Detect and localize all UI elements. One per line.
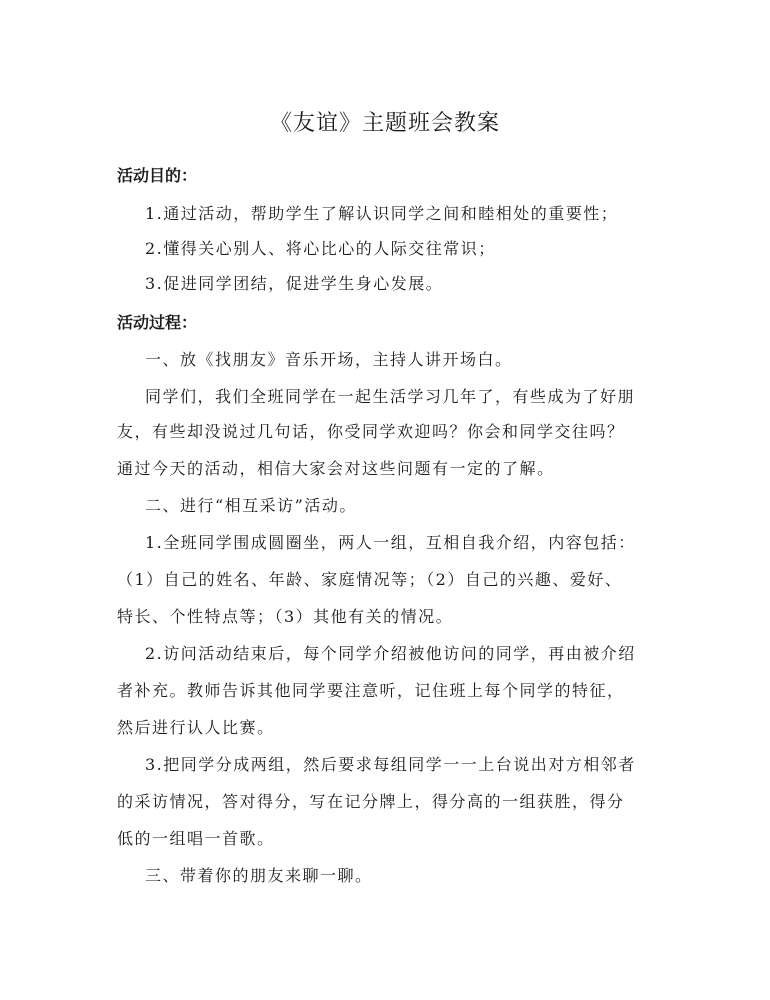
process-line-9: 2.访问活动结束后，每个同学介绍被他访问的同学，再由被介绍 [145, 644, 636, 663]
purpose-item-1: 1.通过活动，帮助学生了解认识同学之间和睦相处的重要性； [145, 204, 619, 223]
process-line-3: 友，有些却没说过几句话，你受同学欢迎吗？你会和同学交往吗？ [117, 422, 625, 441]
process-line-1: 一、放《找朋友》音乐开场，主持人讲开场白。 [145, 350, 513, 369]
process-line-2: 同学们，我们全班同学在一起生活学习几年了，有些成为了好朋 [145, 387, 636, 406]
process-line-7: （1）自己的姓名、年龄、家庭情况等；（2）自己的兴趣、爱好、 [117, 570, 623, 589]
process-line-5: 二、进行“相互采访”活动。 [145, 496, 357, 515]
purpose-item-2: 2.懂得关心别人、将心比心的人际交往常识； [145, 239, 496, 258]
document-title: 《友谊》主题班会教案 [269, 111, 500, 136]
process-line-10: 者补充。教师告诉其他同学要注意听，记住班上每个同学的特征， [117, 681, 625, 700]
process-line-15: 三、带着你的朋友来聊一聊。 [145, 866, 373, 885]
process-line-8: 特长、个性特点等；（3）其他有关的情况。 [117, 607, 454, 626]
process-line-6: 1.全班同学围成圆圈坐，两人一组，互相自我介绍，内容包括： [145, 533, 636, 552]
process-line-13: 的采访情况，答对得分，写在记分牌上，得分高的一组获胜，得分 [117, 792, 625, 811]
purpose-heading: 活动目的： [117, 166, 198, 185]
process-line-14: 低的一组唱一首歌。 [117, 829, 275, 848]
process-line-4: 通过今天的活动，相信大家会对这些问题有一定的了解。 [117, 459, 555, 478]
process-line-11: 然后进行认人比赛。 [117, 718, 275, 737]
process-heading: 活动过程： [117, 313, 198, 332]
process-line-12: 3.把同学分成两组，然后要求每组同学一一上台说出对方相邻者 [145, 755, 636, 774]
purpose-item-3: 3.促进同学团结，促进学生身心发展。 [145, 274, 444, 293]
